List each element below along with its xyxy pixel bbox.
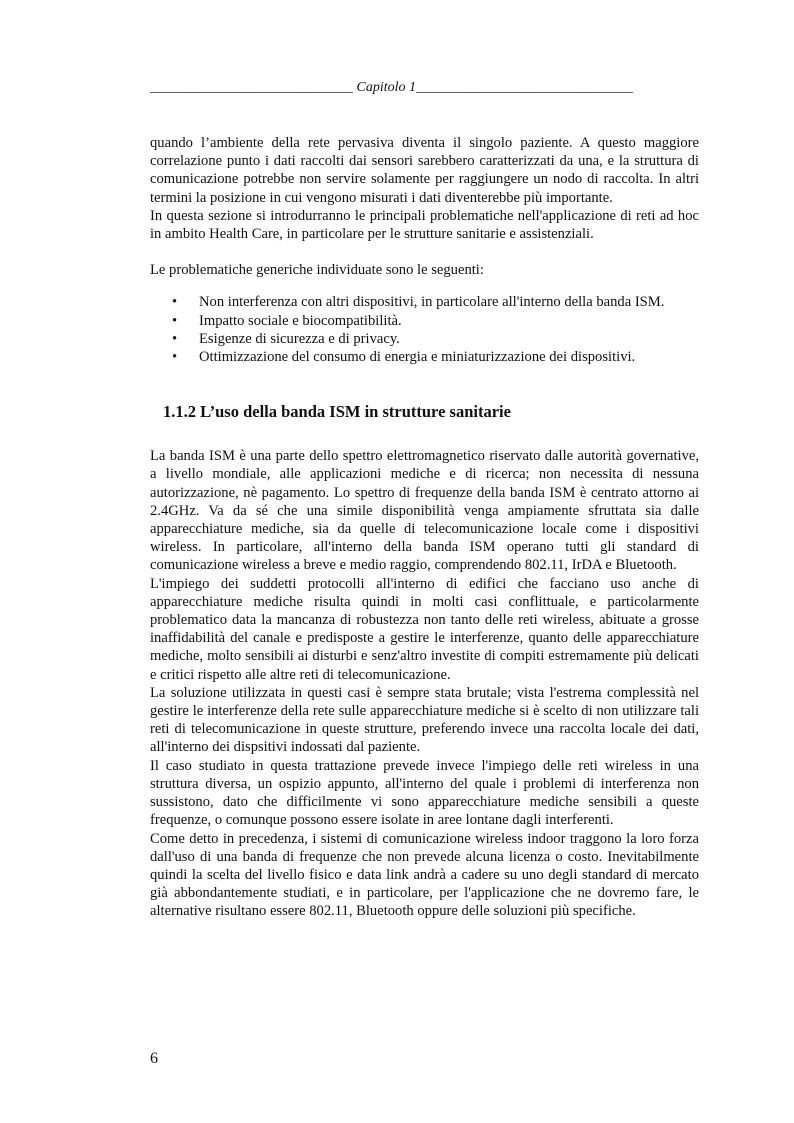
paragraph-intro-1: quando l’ambiente della rete pervasiva diventa il singolo paziente. A questo maggiore correlazione punto i dati raccolti dai sensori sarebbero caratterizzati da una, e la struttura di comunicazione potrebbe non servire solamente per raggiungere un nodo di raccolta. In altri termini la posizione in cui vengono misurati i dati diventerebbe più importante. (150, 135, 699, 206)
chapter-title: Capitolo 1 (356, 80, 417, 95)
paragraph-intro-3: Le problematiche generiche individuate sono le seguenti: (150, 262, 484, 279)
header-rule-left: _____________________________ (150, 80, 353, 95)
section-heading: 1.1.2 L’uso della banda ISM in strutture sanitarie (163, 402, 511, 422)
list-item (150, 330, 699, 348)
page-number: 6 (150, 1050, 158, 1067)
bullet-icon: • (172, 294, 178, 311)
list-item (150, 348, 699, 366)
page-header (150, 79, 698, 97)
bullet-icon: • (172, 312, 178, 329)
paragraph: La soluzione utilizzata in questi casi è sempre stata brutale; vista l'estrema complessità nel gestire le interferenze della rete sulle apparecchiature mediche si è scelto di non utilizzare tali reti di telecomunicazione in queste strutture, preferendo invece una raccolta locale dei dati, all'interno dei dispsitivi indossati dal paziente. (150, 684, 699, 756)
paragraph-intro-2: In questa sezione si introdurranno le principali problematiche nell'applicazione di reti ad hoc in ambito Health Care, in particolare per le strutture sanitarie e assistenziali. (150, 207, 699, 243)
bullet-icon: • (172, 330, 178, 347)
page-content (150, 134, 699, 921)
list-item-text: Impatto sociale e biocompatibilità. (199, 312, 402, 329)
paragraph: La banda ISM è una parte dello spettro elettromagnetico riservato dalle autorità governative, a livello mondiale, alle applicazioni mediche e di ricerca; non necessita di nessuna autorizzazione, nè pagamento. Lo spettro di frequenze della banda ISM è centrato attorno ai 2.4GHz. Va da sé che una simile disponibilità venga ampiamente sfruttata sia dalle apparecchiature mediche, sia da quelle di telecomunicazione locale come i dispositivi wireless. In particolare, all'interno della banda ISM operano tutti gli standard di comunicazione wireless a breve e medio raggio, comprendendo 802.11, IrDA e Bluetooth. (150, 448, 699, 574)
list-item (150, 312, 699, 330)
list-item-text: Ottimizzazione del consumo di energia e miniaturizzazione dei dispositivi. (199, 349, 636, 366)
list-item-text: Non interferenza con altri dispositivi, in particolare all'interno della banda ISM. (199, 294, 665, 311)
paragraph: Il caso studiato in questa trattazione prevede invece l'impiego delle reti wireless in una struttura diversa, un ospizio appunto, all'interno del quale i problemi di interferenza non sussistono, dato che difficilmente vi sono apparecchiature mediche sensibili a queste frequenze, o comunque possono essere isolate in aree lontane dagli interferenti. (150, 757, 699, 829)
paragraph: L'impiego dei suddetti protocolli all'interno di edifici che facciano uso anche di apparecchiature mediche risulta quindi in molti casi conflittuale, e particolarmente problematico data la mancanza di robustezza non tanto delle reti wireless, abituate a grosse inaffidabilità del canale e predisposte a gestire le interferenze, quanto delle apparecchiature mediche, molto sensibili ai disturbi e senz'altro investite di compiti estremamente più delicati e critici rispetto alle altre reti di telecomunicazione. (150, 575, 699, 683)
problem-list (150, 293, 699, 366)
paragraph-gap (150, 243, 699, 261)
list-item-text: Esigenze di sicurezza e di privacy. (199, 330, 400, 347)
list-item (150, 293, 699, 311)
bullet-icon: • (172, 349, 178, 366)
header-rule-right: _______________________________ (416, 80, 634, 95)
section-body (150, 447, 699, 920)
paragraph: Come detto in precedenza, i sistemi di comunicazione wireless indoor traggono la loro forza dall'uso di una banda di frequenze che non prevede alcuna licenza o costo. Inevitabilmente quindi la scelta del livello fisico e data link andrà a cadere su uno degli standard di mercato già abbondantemente studiati, e in particolare, per l'applicazione che ne dovremo fare, le alternative risultano essere 802.11, Bluetooth oppure delle soluzioni più specifiche. (150, 830, 699, 920)
